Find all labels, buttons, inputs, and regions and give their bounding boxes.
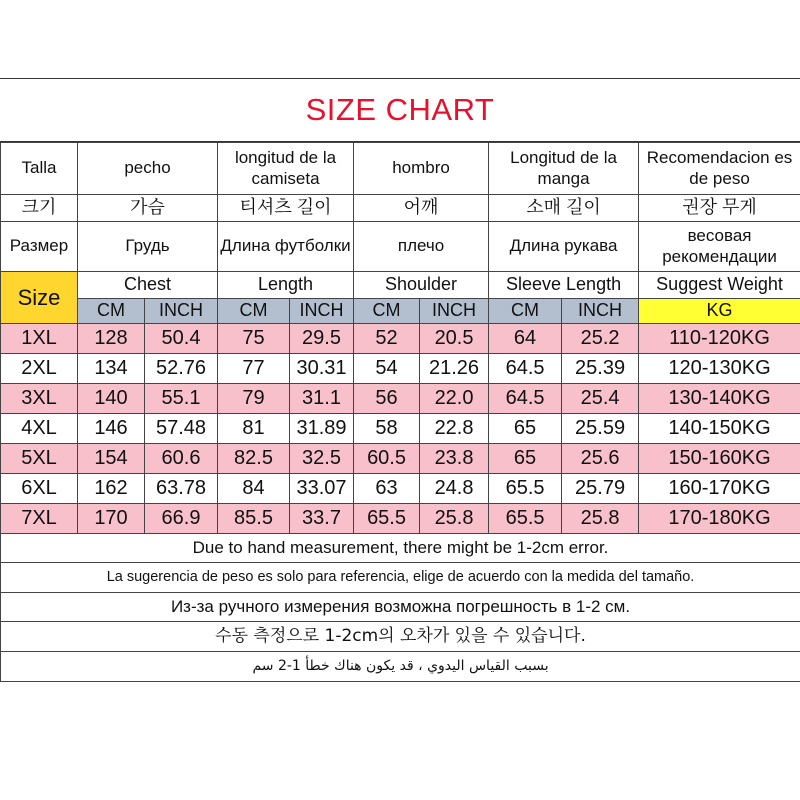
chest-cm-cell: 146	[78, 414, 145, 444]
shoulder-cm-cell: 52	[354, 324, 420, 354]
shoulder-inch-cell: 22.0	[420, 384, 489, 414]
chest-cm-cell: 170	[78, 504, 145, 534]
shoulder-inch-cell: 24.8	[420, 474, 489, 504]
note-row-arabic	[1, 652, 800, 682]
sleeve-inch-cell: 25.8	[562, 504, 639, 534]
size-cell: 1XL	[1, 324, 78, 354]
chest-cm-cell: 134	[78, 354, 145, 384]
header-ru-length: Длина футболки	[218, 222, 354, 272]
note-korean: 수동 측정으로 1-2cm의 오차가 있을 수 있습니다.	[1, 622, 800, 652]
size-cell: 5XL	[1, 444, 78, 474]
note-spanish: La sugerencia de peso es solo para referencia, elige de acuerdo con la medida del tamaño.	[1, 563, 800, 593]
note-arabic: بسبب القياس اليدوي ، قد يكون هناك خطأ 1-2 سم	[1, 652, 800, 682]
header-ru-sleeve: Длина рукава	[489, 222, 639, 272]
weight-cell: 150-160KG	[639, 444, 800, 474]
header-kr-weight: 권장 무게	[639, 195, 800, 222]
header-es-sleeve: Longitud de la manga	[489, 143, 639, 195]
chest-inch-cell: 66.9	[145, 504, 218, 534]
table-row	[1, 354, 800, 384]
chest-inch-cell: 63.78	[145, 474, 218, 504]
header-en-chest: Chest	[78, 272, 218, 299]
note-row-english	[1, 534, 800, 563]
chest-inch-cell: 57.48	[145, 414, 218, 444]
sleeve-cm-cell: 64	[489, 324, 562, 354]
table-row	[1, 504, 800, 534]
header-en-shoulder: Shoulder	[354, 272, 489, 299]
header-es-length: longitud de la camiseta	[218, 143, 354, 195]
note-row-spanish	[1, 563, 800, 593]
size-chart-sheet	[0, 78, 800, 682]
note-english: Due to hand measurement, there might be 1-2cm error.	[1, 534, 800, 563]
unit-chest-inch: INCH	[145, 299, 218, 324]
length-inch-cell: 30.31	[290, 354, 354, 384]
chest-inch-cell: 55.1	[145, 384, 218, 414]
english-header-row	[1, 272, 800, 299]
shoulder-inch-cell: 22.8	[420, 414, 489, 444]
shoulder-inch-cell: 21.26	[420, 354, 489, 384]
header-es-shoulder: hombro	[354, 143, 489, 195]
unit-length-inch: INCH	[290, 299, 354, 324]
russian-header-row	[1, 222, 800, 272]
header-kr-sleeve: 소매 길이	[489, 195, 639, 222]
chest-cm-cell: 140	[78, 384, 145, 414]
table-row	[1, 444, 800, 474]
header-kr-size: 크기	[1, 195, 78, 222]
header-en-length: Length	[218, 272, 354, 299]
header-ru-size: Размер	[1, 222, 78, 272]
length-cm-cell: 79	[218, 384, 290, 414]
length-cm-cell: 77	[218, 354, 290, 384]
table-row	[1, 324, 800, 354]
length-cm-cell: 84	[218, 474, 290, 504]
sleeve-cm-cell: 65	[489, 444, 562, 474]
size-chart-table	[0, 142, 800, 682]
shoulder-cm-cell: 56	[354, 384, 420, 414]
length-inch-cell: 33.07	[290, 474, 354, 504]
sleeve-cm-cell: 65	[489, 414, 562, 444]
weight-cell: 110-120KG	[639, 324, 800, 354]
header-en-sleeve: Sleeve Length	[489, 272, 639, 299]
unit-sleeve-inch: INCH	[562, 299, 639, 324]
length-inch-cell: 33.7	[290, 504, 354, 534]
header-en-weight: Suggest Weight	[639, 272, 800, 299]
header-ru-shoulder: плечо	[354, 222, 489, 272]
size-header-cell: Size	[1, 272, 78, 324]
length-cm-cell: 81	[218, 414, 290, 444]
length-inch-cell: 32.5	[290, 444, 354, 474]
header-ru-chest: Грудь	[78, 222, 218, 272]
shoulder-inch-cell: 23.8	[420, 444, 489, 474]
table-row	[1, 474, 800, 504]
weight-cell: 120-130KG	[639, 354, 800, 384]
size-cell: 2XL	[1, 354, 78, 384]
sleeve-cm-cell: 64.5	[489, 384, 562, 414]
sleeve-inch-cell: 25.2	[562, 324, 639, 354]
sleeve-inch-cell: 25.6	[562, 444, 639, 474]
weight-cell: 160-170KG	[639, 474, 800, 504]
chest-inch-cell: 50.4	[145, 324, 218, 354]
sleeve-inch-cell: 25.59	[562, 414, 639, 444]
header-ru-weight: весовая рекомендации	[639, 222, 800, 272]
shoulder-cm-cell: 58	[354, 414, 420, 444]
unit-shoulder-cm: CM	[354, 299, 420, 324]
header-kr-shoulder: 어깨	[354, 195, 489, 222]
sleeve-cm-cell: 65.5	[489, 474, 562, 504]
shoulder-cm-cell: 65.5	[354, 504, 420, 534]
chest-cm-cell: 154	[78, 444, 145, 474]
shoulder-inch-cell: 20.5	[420, 324, 489, 354]
chest-cm-cell: 128	[78, 324, 145, 354]
spanish-header-row	[1, 143, 800, 195]
shoulder-inch-cell: 25.8	[420, 504, 489, 534]
chest-inch-cell: 52.76	[145, 354, 218, 384]
size-cell: 3XL	[1, 384, 78, 414]
size-chart-title: SIZE CHART	[0, 78, 800, 142]
weight-cell: 170-180KG	[639, 504, 800, 534]
sleeve-inch-cell: 25.4	[562, 384, 639, 414]
sleeve-inch-cell: 25.39	[562, 354, 639, 384]
sleeve-cm-cell: 64.5	[489, 354, 562, 384]
table-row	[1, 384, 800, 414]
shoulder-cm-cell: 63	[354, 474, 420, 504]
length-cm-cell: 82.5	[218, 444, 290, 474]
header-es-weight: Recomendacion es de peso	[639, 143, 800, 195]
chest-inch-cell: 60.6	[145, 444, 218, 474]
length-inch-cell: 31.89	[290, 414, 354, 444]
note-row-korean	[1, 622, 800, 652]
unit-length-cm: CM	[218, 299, 290, 324]
weight-cell: 130-140KG	[639, 384, 800, 414]
sleeve-cm-cell: 65.5	[489, 504, 562, 534]
note-russian: Из-за ручного измерения возможна погрешность в 1-2 см.	[1, 593, 800, 622]
unit-header-row	[1, 299, 800, 324]
header-es-size: Talla	[1, 143, 78, 195]
shoulder-cm-cell: 60.5	[354, 444, 420, 474]
unit-chest-cm: CM	[78, 299, 145, 324]
note-row-russian	[1, 593, 800, 622]
shoulder-cm-cell: 54	[354, 354, 420, 384]
length-cm-cell: 85.5	[218, 504, 290, 534]
length-inch-cell: 29.5	[290, 324, 354, 354]
table-row	[1, 414, 800, 444]
length-cm-cell: 75	[218, 324, 290, 354]
size-cell: 6XL	[1, 474, 78, 504]
size-cell: 4XL	[1, 414, 78, 444]
unit-shoulder-inch: INCH	[420, 299, 489, 324]
header-kr-length: 티셔츠 길이	[218, 195, 354, 222]
unit-weight-kg: KG	[639, 299, 800, 324]
size-cell: 7XL	[1, 504, 78, 534]
unit-sleeve-cm: CM	[489, 299, 562, 324]
header-es-chest: pecho	[78, 143, 218, 195]
sleeve-inch-cell: 25.79	[562, 474, 639, 504]
header-kr-chest: 가슴	[78, 195, 218, 222]
chest-cm-cell: 162	[78, 474, 145, 504]
korean-header-row	[1, 195, 800, 222]
weight-cell: 140-150KG	[639, 414, 800, 444]
length-inch-cell: 31.1	[290, 384, 354, 414]
